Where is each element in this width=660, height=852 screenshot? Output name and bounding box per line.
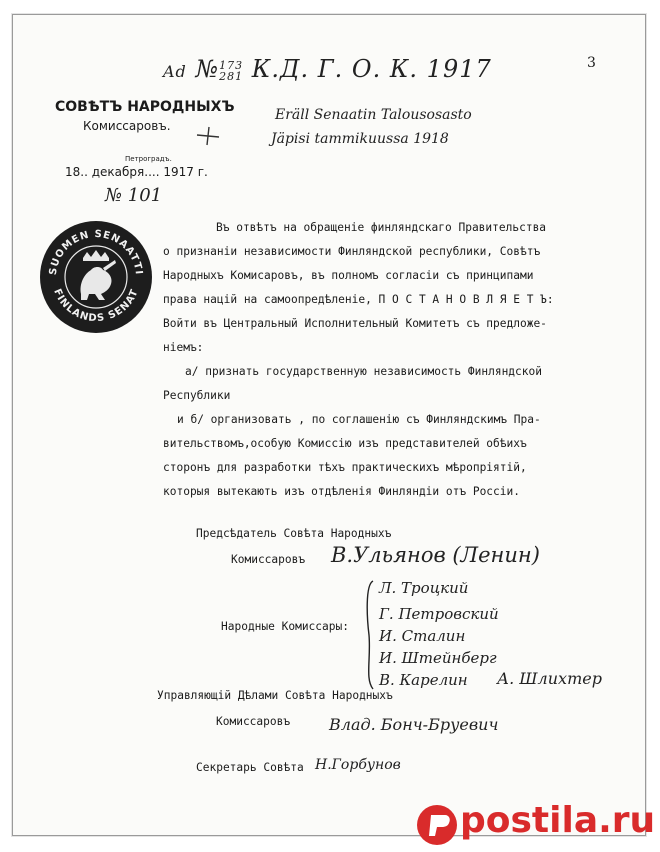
body-line-11: сторонъ для разработки тѣхъ практическихъ мѣропріятій, — [163, 461, 527, 474]
registration-number-top: 173 — [219, 58, 244, 72]
secretary-label: Секретарь Совѣта — [196, 761, 304, 774]
commissar-signature-1: Л. Троцкий — [379, 579, 469, 597]
page-number: 3 — [587, 55, 596, 71]
letterhead-number: № 101 — [105, 185, 163, 206]
postila-logo-icon — [415, 803, 459, 847]
signature-bracket-icon — [361, 579, 375, 691]
commissar-signature-3: И. Сталин — [379, 627, 466, 645]
registration-number-mark: № — [195, 55, 220, 83]
chairman-title-line2: Комиссаровъ — [231, 553, 306, 566]
body-line-8: Республики — [163, 389, 231, 402]
document-frame — [12, 14, 656, 841]
body-line-5: Войти въ Центральный Исполнительный Комитетъ съ предложе- — [163, 317, 547, 330]
seal-top-text: SUOMEN SENAATTI — [47, 228, 145, 276]
body-line-10: вительствомъ,особую Комиссію изъ представителей обѣихъ — [163, 437, 527, 450]
chairman-signature: В.Ульянов (Ленин) — [331, 543, 540, 567]
registration-number-fraction — [219, 60, 243, 82]
letterhead-subtitle: Комиссаровъ. — [83, 119, 171, 133]
secretary-signature: Н.Горбунов — [315, 757, 401, 773]
commissar-signature-5: В. Карелин — [379, 671, 468, 689]
registration-label: К.Д. Г. О. К. 1917 — [251, 55, 492, 83]
commissar-signature-4: И. Штейнберг — [379, 649, 497, 667]
registration-stamp — [163, 55, 492, 83]
body-line-7: а/ признать государственную независимость Финляндской — [185, 365, 542, 378]
letterhead-date: 18.. декабря.... 1917 г. — [65, 165, 208, 179]
registration-number-bottom: 281 — [219, 69, 244, 83]
watermark-text: postila.ru — [460, 800, 656, 841]
body-line-9: и б/ организовать , по соглашенію съ Финляндскимъ Пра- — [177, 413, 541, 426]
body-line-2: о признаніи независимости Финляндской республики, Совѣтъ — [163, 245, 541, 258]
manager-title-line1: Управляющій Дѣлами Совѣта Народныхъ — [157, 689, 393, 702]
seal-bottom-text: FINLANDS SENAT — [51, 287, 141, 325]
date-day: 18 — [65, 165, 81, 179]
body-line-1: Въ отвѣтъ на обращеніе финляндскаго Правительства — [216, 221, 547, 234]
handwritten-note-line1: Eräll Senaatin Talousosasto — [275, 107, 472, 123]
body-line-3: Народныхъ Комисаровъ, въ полномъ согласіи съ принципами — [163, 269, 534, 282]
handwritten-note-line2: Jäpisi tammikuussa 1918 — [271, 131, 449, 147]
hand-mark-icon — [193, 125, 223, 147]
letterhead-title: СОВѢТЪ НАРОДНЫХЪ — [55, 99, 235, 115]
chairman-title-line1: Предсѣдатель Совѣта Народныхъ — [196, 527, 392, 540]
registration-prefix: Ad — [163, 62, 187, 81]
letterhead-city: Петроградъ. — [125, 155, 172, 163]
body-line-12: которыя вытекають изъ отдѣленія Финляндіи отъ Россіи. — [163, 485, 520, 498]
date-month: декабря — [91, 165, 145, 179]
date-year: 1917 г. — [163, 165, 208, 179]
document-page — [13, 15, 656, 841]
manager-title-line2: Комиссаровъ — [216, 715, 291, 728]
commissar-signature-2: Г. Петровский — [379, 605, 499, 623]
finnish-senate-seal — [39, 220, 153, 334]
commissars-label: Народные Комиссары: — [221, 620, 349, 633]
body-line-6: ніемъ: — [163, 341, 204, 354]
extra-signature: А. Шлихтер — [497, 669, 602, 688]
manager-signature: Влад. Бонч-Бруевич — [329, 715, 499, 734]
body-line-4: права націй на самоопредѣленіе, П О С Т А Н О В Л Я Е Т Ъ: — [163, 293, 554, 306]
